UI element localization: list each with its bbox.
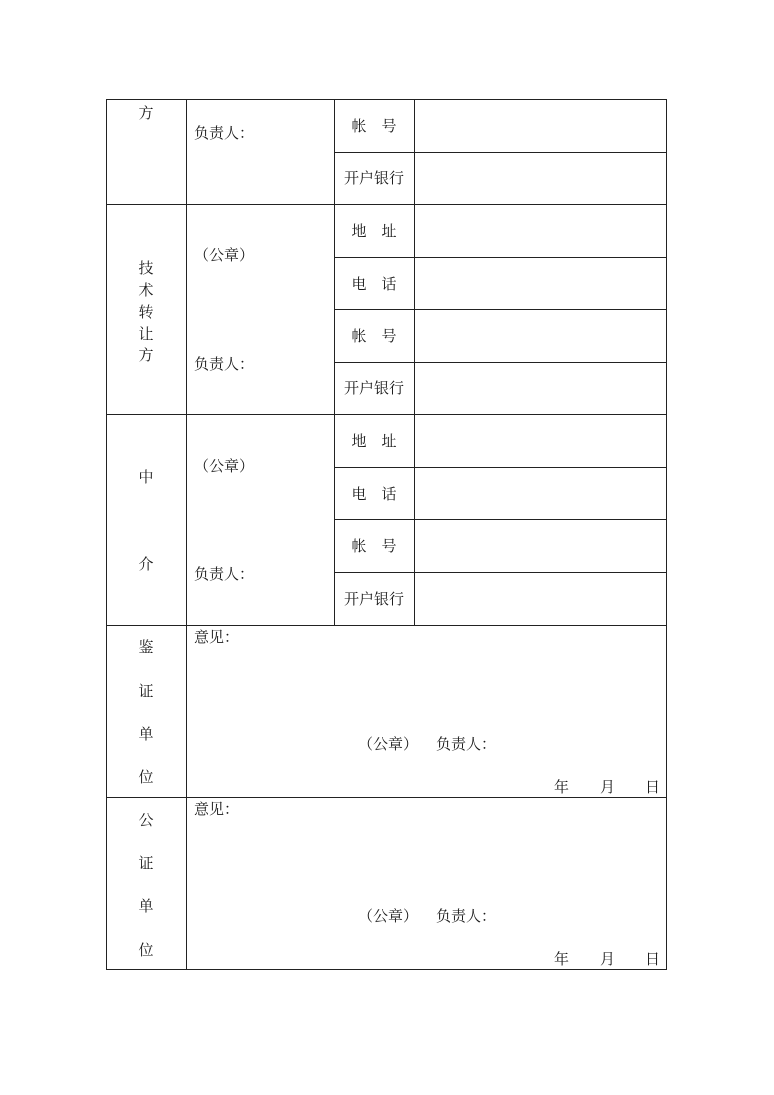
account-label: 帐 号 — [351, 327, 397, 345]
seal-label: （公章） — [358, 907, 419, 925]
party-name-char: 方 — [138, 346, 154, 364]
seal-label: （公章） — [194, 246, 255, 264]
subrow-line — [334, 572, 667, 573]
table-right-border — [666, 99, 667, 970]
party-name-char: 术 — [138, 281, 154, 299]
date-month: 月 — [600, 950, 616, 968]
signer-label: 负责人： — [194, 355, 255, 373]
address-label: 地 址 — [351, 222, 397, 240]
subrow-line — [334, 152, 667, 153]
table-left-border — [106, 99, 107, 970]
party-name-char: 中 — [138, 468, 154, 486]
party-name-char: 位 — [138, 768, 154, 786]
subrow-line — [334, 519, 667, 520]
date-year: 年 — [554, 778, 570, 796]
table-top-border — [106, 99, 667, 100]
date-year: 年 — [554, 950, 570, 968]
party-name-char: 单 — [138, 897, 154, 915]
subrow-line — [334, 467, 667, 468]
party-name-char: 让 — [138, 325, 154, 343]
date-month: 月 — [600, 778, 616, 796]
party-name-char: 证 — [138, 854, 154, 872]
subrow-line — [334, 257, 667, 258]
table-bottom-border — [106, 969, 667, 970]
phone-label: 电 话 — [351, 275, 397, 293]
value-column-line — [414, 99, 415, 626]
seal-label: （公章） — [194, 457, 255, 475]
party-name-char: 公 — [138, 811, 154, 829]
subrow-line — [334, 362, 667, 363]
party-column-line — [186, 99, 187, 970]
party-name-char: 单 — [138, 725, 154, 743]
account-label: 帐 号 — [351, 537, 397, 555]
address-label: 地 址 — [351, 432, 397, 450]
signer-label: 负责人： — [194, 565, 255, 583]
party-name-char: 转 — [138, 303, 154, 321]
account-label: 帐 号 — [351, 117, 397, 135]
signer-label: 负责人： — [436, 735, 497, 753]
bank-label: 开户银行 — [343, 379, 404, 397]
opinion-label: 意见： — [194, 628, 240, 646]
bank-label: 开户银行 — [343, 169, 404, 187]
party-name-char: 鉴 — [138, 638, 154, 656]
row-divider-transferor — [106, 204, 667, 205]
signer-label: 负责人： — [436, 907, 497, 925]
seal-label: （公章） — [358, 735, 419, 753]
opinion-label: 意见： — [194, 800, 240, 818]
row-divider-verification — [106, 625, 667, 626]
party-name: 方 — [138, 104, 154, 122]
signer-label: 负责人： — [194, 124, 255, 142]
subrow-line — [334, 309, 667, 310]
party-name-char: 证 — [138, 682, 154, 700]
party-name-char: 位 — [138, 941, 154, 959]
phone-label: 电 话 — [351, 485, 397, 503]
row-divider-intermediary — [106, 414, 667, 415]
party-name-char: 技 — [138, 259, 154, 277]
party-name-char: 介 — [138, 555, 154, 573]
bank-label: 开户银行 — [343, 590, 404, 608]
date-day: 日 — [645, 778, 661, 796]
date-day: 日 — [645, 950, 661, 968]
row-divider-notary — [106, 797, 667, 798]
